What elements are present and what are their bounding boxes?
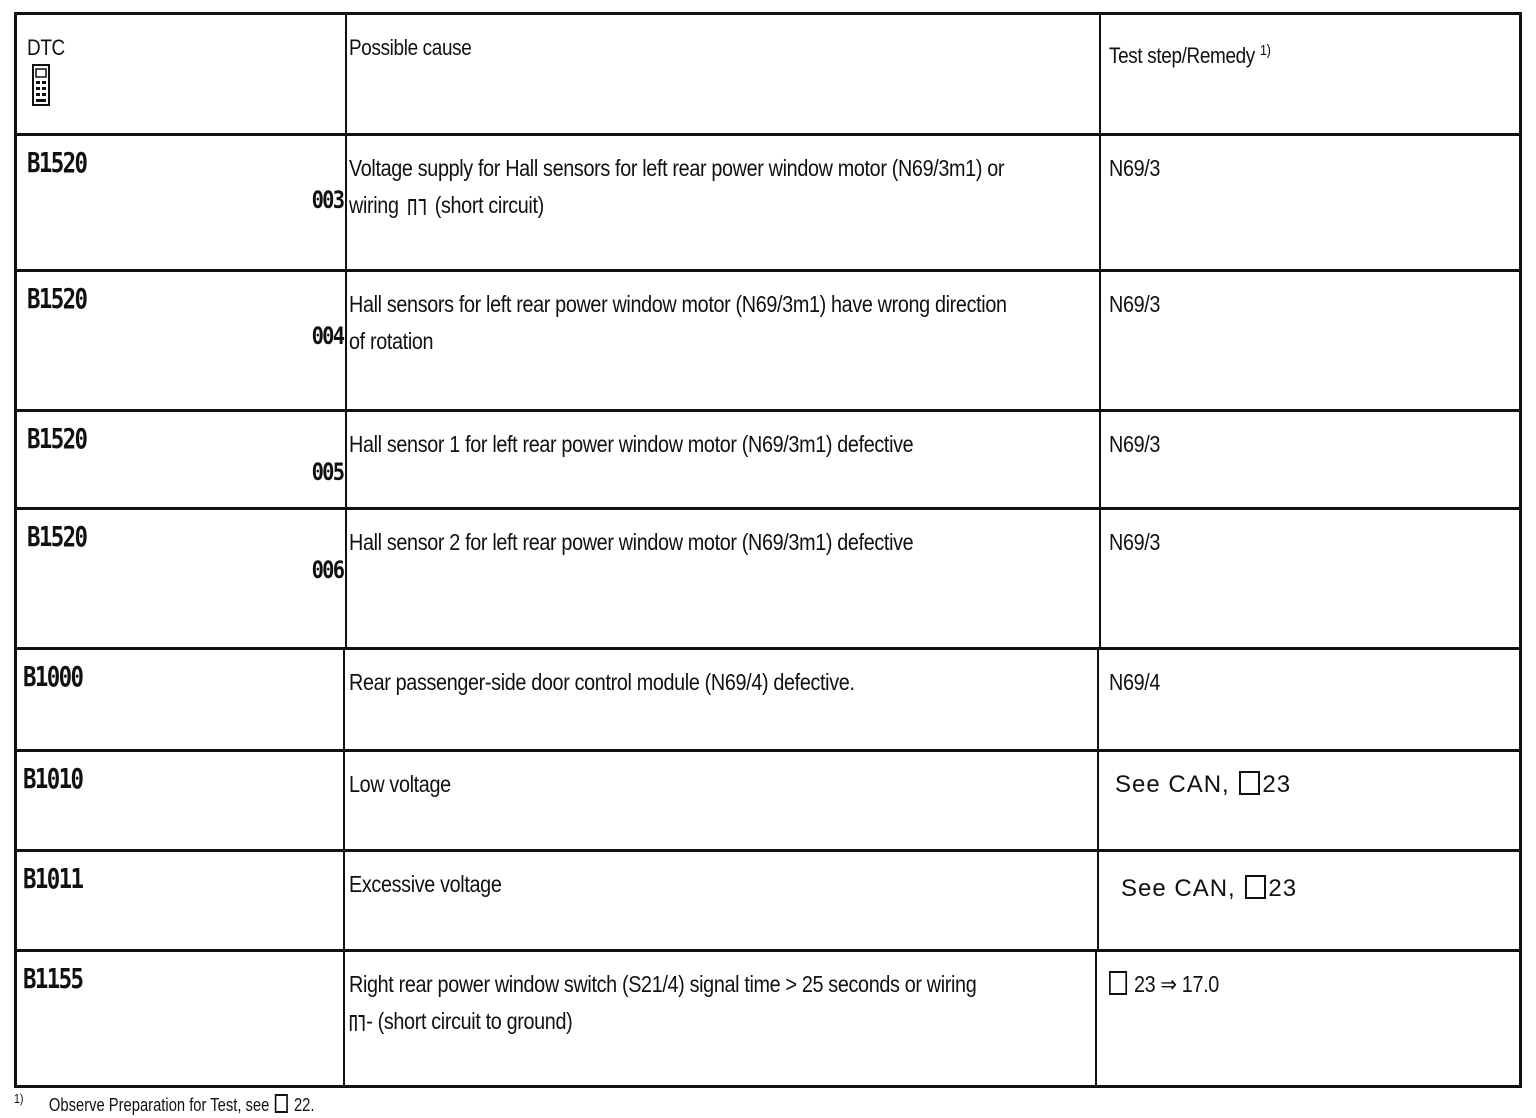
dtc-code: B1000	[23, 660, 83, 693]
footnote-ref: 22.	[293, 1095, 315, 1115]
dtc-subcode: 006	[311, 556, 343, 584]
header-cause: Possible cause	[349, 35, 472, 60]
dtc-code: B1520	[27, 422, 87, 455]
dtc-code: B1520	[27, 146, 87, 179]
dtc-code: B1010	[23, 762, 83, 795]
dtc-code: B1011	[23, 862, 83, 895]
dtc-code: B1520	[27, 520, 87, 553]
footnote-number: 1)	[14, 1091, 24, 1106]
table-row	[17, 133, 1519, 269]
cause-prefix: wiring	[349, 192, 399, 218]
footnote	[14, 1086, 314, 1118]
table-row	[17, 409, 1519, 507]
dtc-table	[14, 12, 1522, 1088]
test-step: See CAN,	[1121, 875, 1236, 902]
table-header-row	[17, 15, 1519, 133]
footnote-text: Observe Preparation for Test, see	[48, 1095, 270, 1115]
cause-line: Excessive voltage	[349, 871, 502, 897]
header-test-cell	[1101, 15, 1525, 133]
table-row	[17, 749, 1519, 849]
header-test-note: 1)	[1259, 42, 1271, 59]
cause-line: Voltage supply for Hall sensors for left rear power window motor (N69/3m1) or	[349, 155, 1005, 181]
cause-line: of rotation	[349, 328, 434, 354]
header-dtc-cell	[17, 15, 345, 133]
test-step: N69/3	[1109, 529, 1161, 555]
header-test: Test step/Remedy	[1109, 43, 1255, 68]
wiring-diagram-icon	[407, 197, 426, 215]
test-step: N69/3	[1109, 155, 1161, 181]
cause-line: - (short circuit to ground)	[366, 1008, 573, 1034]
header-cause-cell	[347, 15, 1099, 133]
test-step: See CAN,	[1115, 771, 1230, 798]
book-reference-icon	[1109, 971, 1127, 995]
test-step: N69/3	[1109, 291, 1161, 317]
cause-line: Rear passenger-side door control module (N69/4) defective.	[349, 669, 855, 695]
test-step: N69/4	[1109, 669, 1161, 695]
test-step: N69/3	[1109, 431, 1161, 457]
table-row	[17, 269, 1519, 409]
dtc-subcode: 005	[311, 458, 343, 486]
test-step: ⇒ 17.0	[1160, 971, 1219, 997]
table-row	[17, 647, 1519, 749]
book-reference-icon	[275, 1094, 288, 1113]
table-row	[17, 849, 1519, 949]
book-reference-icon	[1239, 771, 1260, 795]
test-ref: 23	[1268, 875, 1298, 902]
cause-line: Low voltage	[349, 771, 451, 797]
book-reference-icon	[1245, 875, 1266, 899]
dtc-subcode: 004	[311, 322, 343, 350]
table-row	[17, 507, 1519, 647]
dtc-code: B1520	[27, 282, 87, 315]
cause-line: Right rear power window switch (S21/4) signal time > 25 seconds or wiring	[349, 971, 977, 997]
header-dtc: DTC	[27, 35, 65, 60]
test-ref: 23	[1262, 771, 1292, 798]
wiring-diagram-icon	[349, 1013, 364, 1031]
cause-line: Hall sensor 1 for left rear power window motor (N69/3m1) defective	[349, 431, 914, 457]
dtc-subcode: 003	[311, 186, 343, 214]
cause-line: (short circuit)	[434, 192, 544, 218]
cause-line: Hall sensor 2 for left rear power window motor (N69/3m1) defective	[349, 529, 914, 555]
test-ref: 23	[1133, 971, 1156, 997]
cause-line: Hall sensors for left rear power window motor (N69/3m1) have wrong direction	[349, 291, 1007, 317]
diagnostic-tester-icon	[31, 63, 51, 107]
dtc-code: B1155	[23, 962, 83, 995]
table-row	[17, 949, 1519, 1085]
